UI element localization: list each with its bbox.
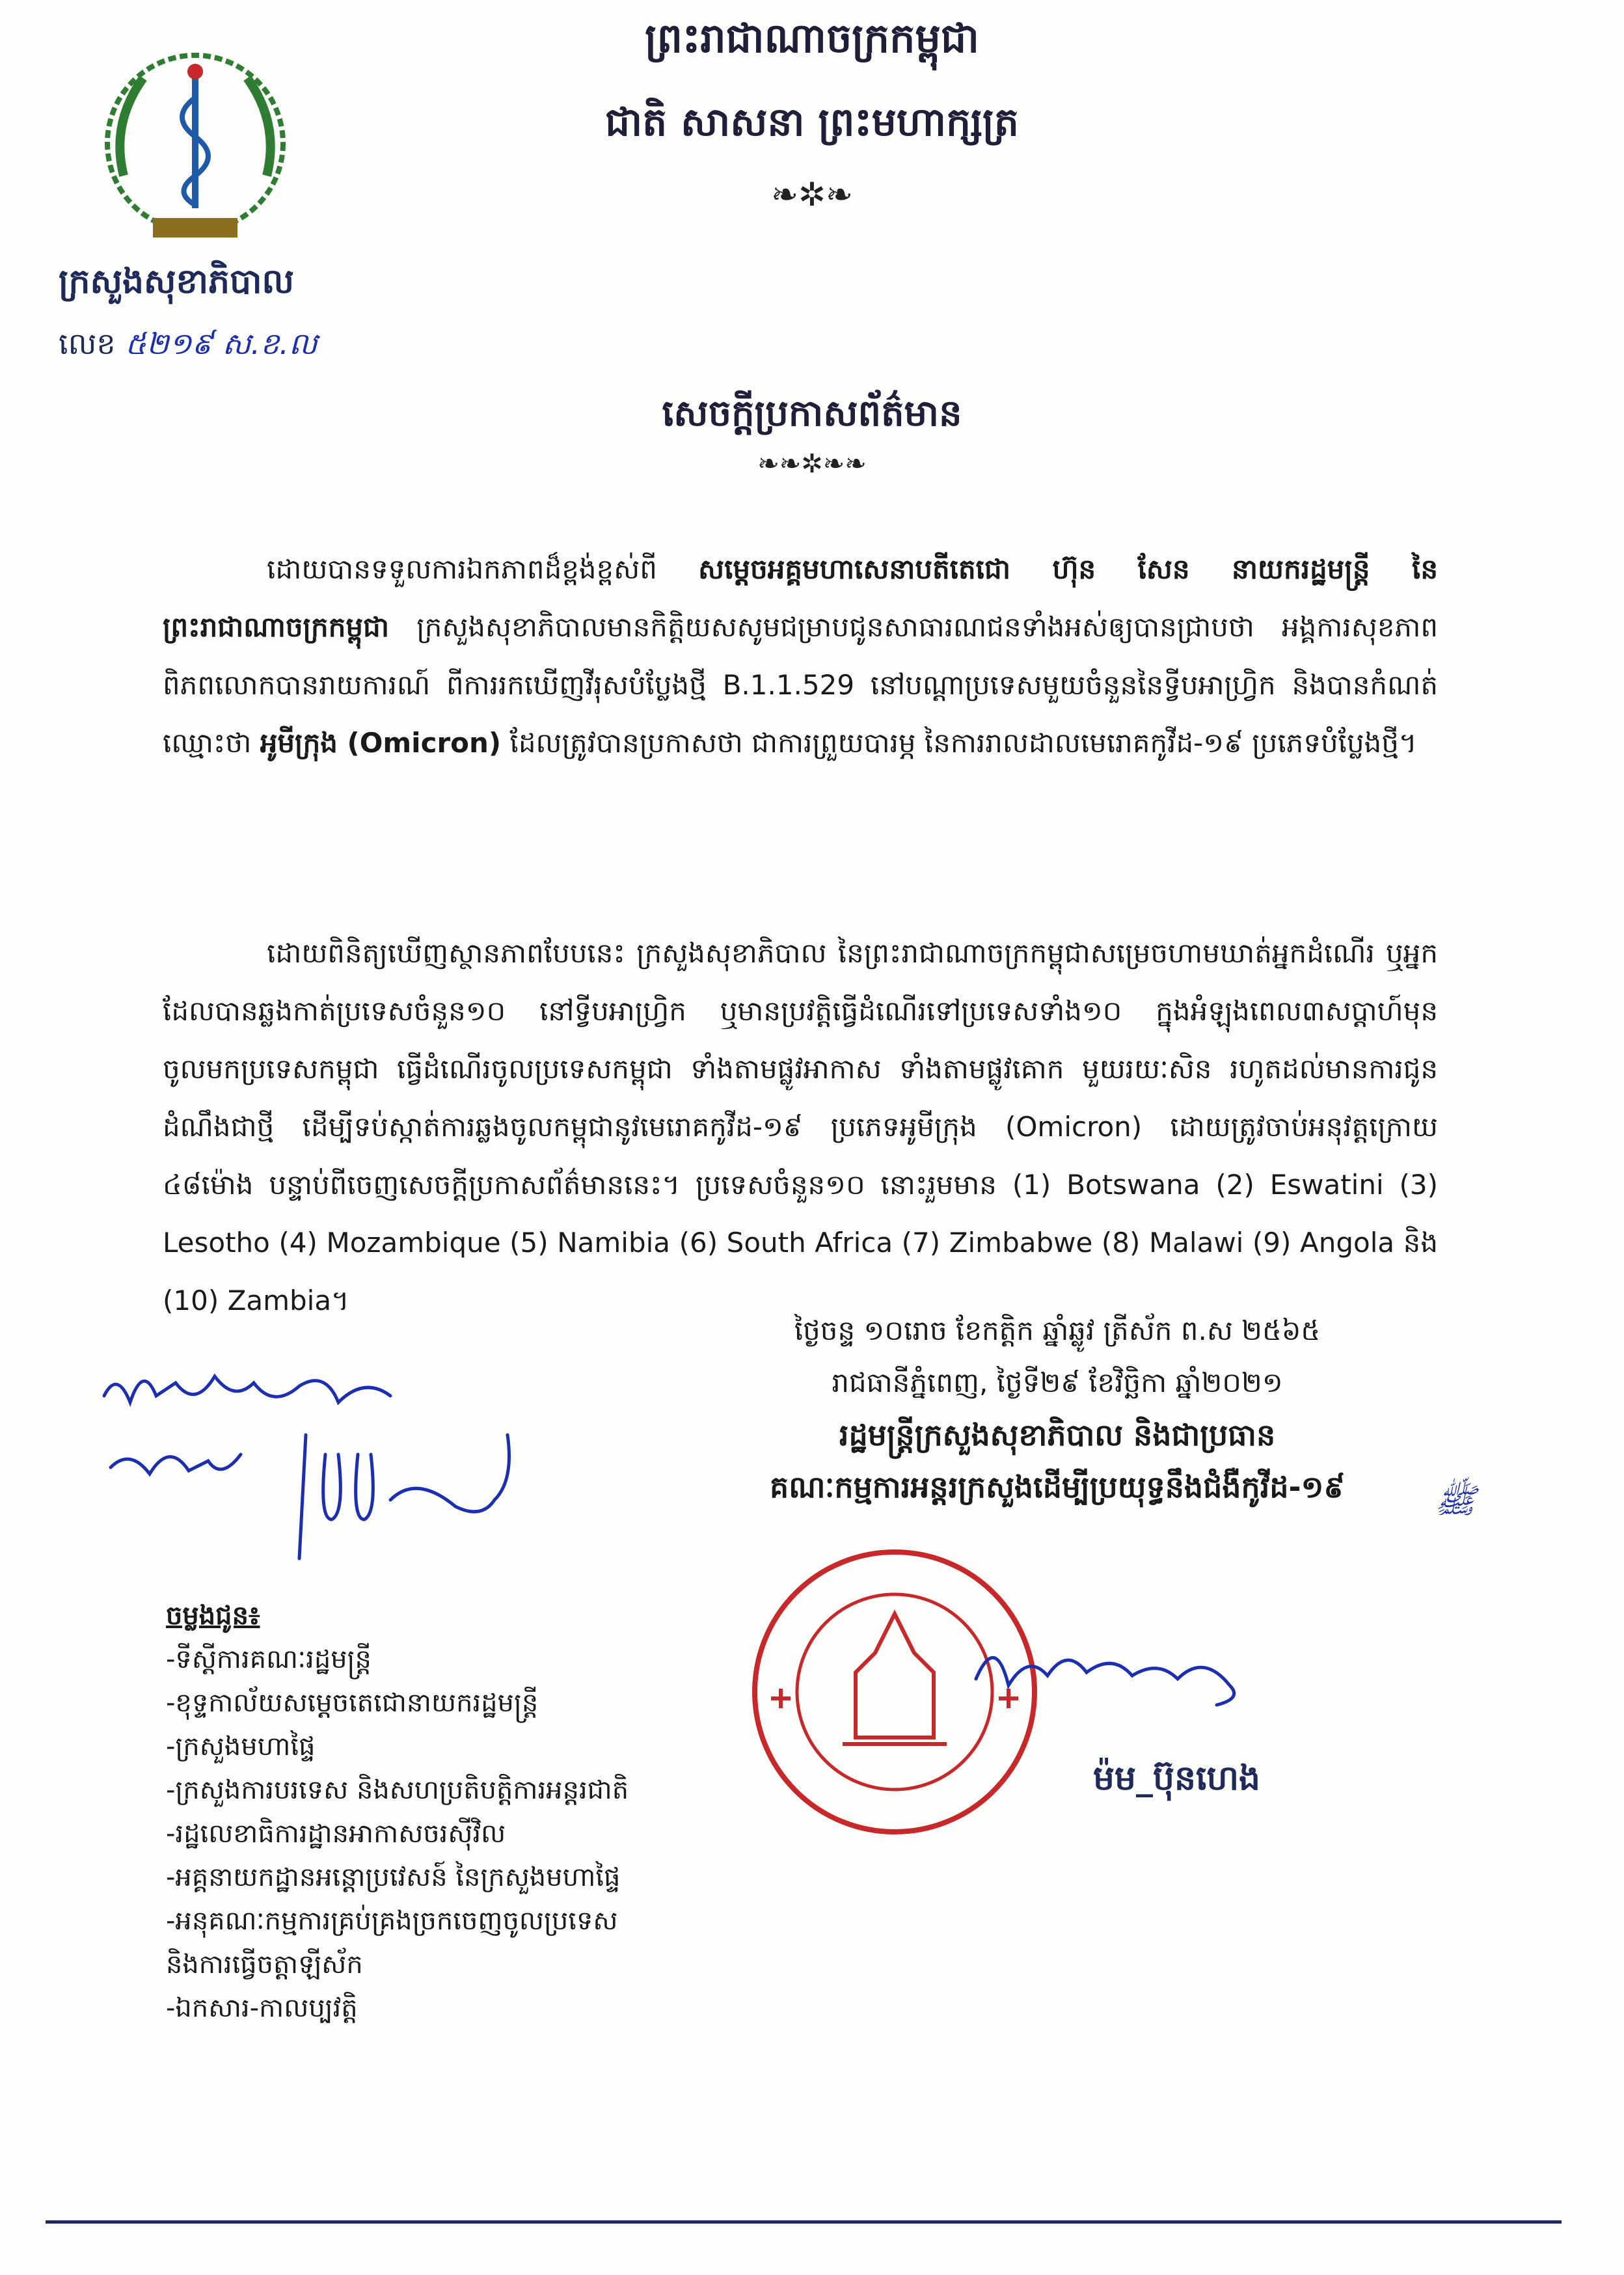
date-signature-block (618, 1305, 1496, 1513)
paragraph-1-end: ដែលត្រូវបានប្រកាសថា ជាការព្រួយបារម្ភ នៃការរាលដាលមេរោគកូវីដ-១៩ ប្រភេទបំប្លែងថ្មី។ (501, 727, 1417, 759)
lunar-date: ថ្ងៃចន្ទ ១០រោច ខែកត្តិក ឆ្នាំឆ្លូវ ត្រីស័ក ព.ស ២៥៦៥ (794, 1315, 1321, 1346)
copy-to-heading: ចម្លងជូន៖ (166, 1601, 260, 1631)
minister-signature (969, 1614, 1256, 1711)
copy-to-item: -ក្រសួងការបរទេស និងសហប្រតិបត្តិការអន្តរជាតិ (166, 1775, 629, 1805)
copy-to-list (166, 1594, 629, 2030)
signatory-name: ម៉ម_ប៊ុនហេង (1093, 1759, 1261, 1798)
copy-to-item: -ក្រសួងមហាផ្ទៃ (166, 1732, 316, 1762)
paragraph-2: ដោយពិនិត្យឃើញស្ថានភាពបែបនេះ ក្រសួងសុខាភិបាល នៃព្រះរាជាណាចក្រកម្ពុជាសម្រេចហាមឃាត់អ្នកដំណើរ ឬអ្នកដែលបានឆ្លងកាត់ប្រទេសចំនួន១០ នៅទ្វីបអាហ្វ្រិក ឬមានប្រវត្តិធ្វើដំណើរទៅប្រទេសទាំង១០ ក្នុងអំឡុងពេល៣សប្តាហ៍មុនចូលមកប្រទេសកម្ពុជា ធ្វើដំណើរចូលប្រទេសកម្ពុជា ទាំងតាមផ្លូវអាកាស ទាំងតាមផ្លូវគោក មួយរយៈសិន រហូតដល់មានការជូនដំណឹងជាថ្មី ដើម្បីទប់ស្កាត់ការឆ្លងចូលកម្ពុជានូវមេរោគកូវីដ-១៩ ប្រភេទអូមីក្រុង (Omicron) ដោយត្រូវចាប់អនុវត្តក្រោយ ៤៨ម៉ោង បន្ទាប់ពីចេញសេចក្តីប្រកាសព័ត៌មាននេះ។ ប្រទេសចំនួន១០ នោះរួមមាន (1) Botswana (2) Eswatini (3) Lesotho (4) Mozambique (5) Namibia (6) South Africa (7) Zimbabwe (8) Malawi (9) Angola និង (10) Zambia។ (163, 937, 1438, 1316)
solar-date: រាជធានីភ្នំពេញ, ថ្ងៃទី២៩ ខែវិច្ឆិកា ឆ្នាំ២០២១ (832, 1367, 1283, 1398)
reference-number (59, 325, 481, 369)
kingdom-title: ព្រះរាជាណាចក្រកម្ពុជា (645, 14, 979, 62)
reference-prefix: លេខ (59, 326, 116, 361)
copy-to-item: -អគ្គនាយកដ្ឋានអន្តោប្រវេសន៍ នៃក្រសួងមហាផ្ទៃ (166, 1862, 621, 1892)
ministry-name: ក្រសួងសុខាភិបាល (59, 262, 295, 301)
paragraph-1-body: ក្រសួងសុខាភិបាលមានកិត្តិយសសូមជម្រាបជូនសាធារណជនទាំងអស់ឲ្យបានជ្រាបថា អង្គការសុខភាពពិភពលោកបានរាយការណ៍ ពីការរកឃើញវីរុសបំប្លែងថ្មី B.1.1.529 នៅបណ្តាប្រទេសមួយចំនួននៃទ្វីបអាហ្វ្រិក និងបានកំណត់ឈ្មោះថា (163, 611, 1438, 759)
national-motto: ជាតិ សាសនា ព្រះមហាក្សត្រ (605, 100, 1019, 145)
copy-to-item: -ឯកសារ-កាលប្បវត្តិ (166, 1993, 358, 2023)
paragraph-1 (163, 540, 1438, 772)
copy-to-item: -អនុគណៈកម្មការគ្រប់គ្រងច្រកចេញចូលប្រទេស (166, 1906, 618, 1936)
copy-to-item: -ខុទ្ទកាល័យសម្តេចតេជោនាយករដ្ឋមន្ត្រី (166, 1688, 539, 1718)
header-ornament: ❧✲❧ (771, 176, 853, 213)
paragraph-1-intro: ដោយបានទទួលការឯកភាពដ៏ខ្ពង់ខ្ពស់ពី (267, 553, 699, 585)
document-title: សេចក្តីប្រកាសព័ត៌មាន (662, 392, 962, 435)
paragraph-1-variant-name: អូមីក្រុង (Omicron) (260, 727, 502, 759)
footer-rule (46, 2220, 1562, 2224)
signatory-title-line2: គណៈកម្មការអន្តរក្រសួងដើម្បីប្រយុទ្ធនឹងជំងឺកូវីដ-១៩ (770, 1469, 1345, 1505)
copy-to-item: និងការធ្វើចត្តាឡីស័ក (166, 1950, 363, 1980)
paragraph-1-pm-name: សម្តេចអគ្គមហាសេនាបតីតេជោ ហ៊ុន សែន នាយករដ្ឋមន្ត្រី នៃព្រះរាជាណាចក្រកម្ពុជា (163, 553, 1438, 643)
title-ornament: ❧❧✲❧❧ (757, 449, 867, 479)
handwritten-annotation-signature (91, 1357, 534, 1572)
copy-to-item: -រដ្ឋលេខាធិការដ្ឋានអាកាសចរស៊ីវិល (166, 1819, 506, 1849)
ministry-of-health-logo (98, 46, 293, 254)
signatory-title-line1: រដ្ឋមន្ត្រីក្រសួងសុខាភិបាល និងជាប្រធាន (839, 1417, 1276, 1452)
copy-to-item: -ទីស្តីការគណៈរដ្ឋមន្ត្រី (166, 1644, 372, 1674)
reference-value: ៥២១៩ ស.ខ.ល (125, 326, 318, 361)
margin-initial-mark: ﷺ (1435, 1482, 1476, 1521)
